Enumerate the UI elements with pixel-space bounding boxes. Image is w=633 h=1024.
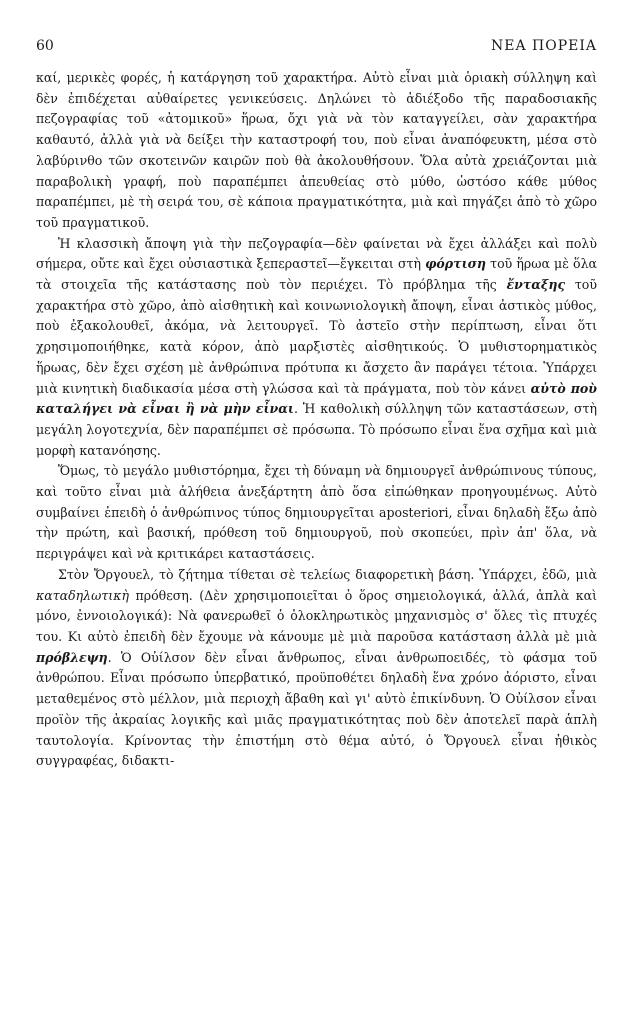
emphasis-text: φόρτιση	[425, 256, 487, 272]
page-header	[36, 38, 597, 58]
text-run: . Ἡ καθολικὴ σύλληψη τῶν καταστάσεων, στὴ μεγάλη λογοτεχνία, δὲν παραπέμπει σὲ πρόσωπα. Τὸ πρόσωπο εἶναι ἕνα σχῆμα καὶ μιὰ μορφὴ κατανόησης.	[36, 401, 598, 458]
text-run: καί, μερικὲς φορές, ἡ κατάργηση τοῦ χαρακτήρα. Αὐτὸ εἶναι μιὰ ὁριακὴ σύλληψη καὶ δὲν ἐπιδέχεται αὐθαίρετες γενικεύσεις. Δηλώνει τὸ ἀδιέξοδο τῆς παραδοσιακῆς πεζογραφίας τοῦ «ἀτομικοῦ» ἥρωα, ὄχι γιὰ νὰ τὸν καταγγείλει, σὰν χαρακτήρα καθαυτό, ἀλλὰ γιὰ νὰ δείξει τὴν καταστροφή του, ποὺ εἶναι ἀναπόφευκτη, μέσα στὸ λαβύρινθο τῶν σκοτεινῶν καιρῶν ποὺ θὰ ἀκολουθήσουν. Ὅλα αὐτὰ χρειάζονται μιὰ παραβολικὴ γραφή, ποὺ παραπέμπει ἀπευθείας στὸ μύθο, ὡστόσο κάθε μύθος παραπέμπει, μὲ τὴ σειρά του, σὲ κάποια πραγματικότητα, μιὰ καὶ πηγάζει ἀπὸ τὸ χῶρο τοῦ πραγματικοῦ.	[36, 70, 597, 230]
emphasis-text: πρόβλεψη	[36, 649, 108, 665]
paragraph	[36, 234, 597, 462]
running-title: ΝΕΑ ΠΟΡΕΙΑ	[491, 38, 597, 54]
paragraph	[36, 461, 597, 565]
text-run: . Ὁ Οὐίλσον δὲν εἶναι ἄνθρωπος, εἶναι ἀνθρωποειδές, τὸ φάσμα τοῦ ἀνθρώπου. Εἶναι πρόσωπο ὑπερβατικό, προϋποθέτει δηλαδὴ ἕνα χρόνο ἀόριστο, εἶναι μεταθεμένος στὸ μέλλον, μιὰ περιοχὴ ἄβαθη καὶ γι' αὐτὸ ἐπικίνδυνη. Ὁ Οὐίλσον εἶναι προϊὸν τῆς ἀκραίας λογικῆς καὶ μιᾶς πραγματικότητας ποὺ δὲν ἀποτελεῖ παρὰ ἁπλὴ ταυτολογία. Κρίνοντας τὴν ἐπιστήμη στὸ θέμα αὐτό, ὁ Ὄργουελ εἶναι ἠθικὸς συγγραφέας, διδακτι-	[36, 649, 597, 769]
paragraph	[36, 565, 597, 772]
emphasis-text: αὐτὸ ποὺ καταλήγει νὰ εἶναι ἢ νὰ μὴν εἶναι	[36, 380, 597, 417]
paragraph	[36, 68, 597, 234]
text-run: Ὅμως, τὸ μεγάλο μυθιστόρημα, ἔχει τὴ δύναμη νὰ δημιουργεῖ ἀνθρώπινους τύπους, καὶ τοῦτο εἶναι μιὰ ἀλήθεια ἀνεξάρτητη ἀπὸ ὅσα εἰπώθηκαν προηγουμένως. Αὐτὸ συμβαίνει ἐπειδὴ ὁ ἀνθρώπινος τύπος δημιουργεῖται aposteriori, εἶναι δηλαδὴ ἔξω ἀπὸ τὴν πρώτη, καὶ βασική, πρόθεση τοῦ δημιουργοῦ, ποὺ σκοπεύει, πρὶν ἀπ' ὅλα, νὰ περιγράψει καὶ νὰ κριτικάρει καταστάσεις.	[36, 463, 597, 562]
text-run: τοῦ χαρακτήρα στὸ χῶρο, ἀπὸ αἰσθητικὴ καὶ κοινωνιολογικὴ ἄποψη, εἶναι ἀστικὸς μύθος, ποὺ ἐξακολουθεῖ, ἀκόμα, νὰ λειτουργεῖ. Τὸ ἀστεῖο στὴν περίπτωση, εἶναι ὅτι χρησιμοποιήθηκε, κατὰ κόρον, ἀπὸ μαρξιστὲς αἰσθητικούς. Ὁ μυθιστορηματικὸς ἥρωας, δὲν ἔχει σχέση μὲ ἀνθρώπινα πρότυπα κι ἄσχετο ἂν παράγει τέτοια. Ὑπάρχει μιὰ κινητικὴ διαδικασία μέσα στὴ γλώσσα καὶ τὰ πράγματα, ποὺ τὸν κάνει	[36, 277, 597, 396]
text-run: τοῦ ἥρωα μὲ ὅλα τὰ στοιχεῖα τῆς κατάστασης ποὺ τὸν περιέχει. Τὸ πρόβλημα τῆς	[36, 256, 598, 293]
text-run: πρόθεση. (Δὲν χρησιμοποιεῖται ὁ ὅρος σημειολογικά, ἀλλά, ἁπλὰ καὶ μόνο, ἐννοιολογικά): Νὰ φανερωθεῖ ὁ ὁλοκληρωτικὸς μηχανισμὸς σ' ὅλες τὶς πτυχές του. Κι αὐτὸ ἐπειδὴ δὲν ἔχουμε νὰ κάνουμε μὲ μιὰ παροῦσα κατάσταση ἀλλὰ μὲ μιὰ	[36, 587, 597, 644]
emphasis-text: καταδηλωτικὴ	[36, 587, 129, 603]
text-run: Στὸν Ὄργουελ, τὸ ζήτημα τίθεται σὲ τελείως διαφορετικὴ βάση. Ὑπάρχει, ἐδῶ, μιὰ	[58, 566, 597, 582]
text-run: Ἡ κλασσικὴ ἄποψη γιὰ τὴν πεζογραφία—δὲν φαίνεται νὰ ἔχει ἀλλάξει καὶ πολὺ σήμερα, οὔτε καὶ ἔχει οὐσιαστικὰ ξεπεραστεῖ—ἔγκειται στὴ	[36, 235, 597, 272]
page-body	[36, 68, 597, 772]
page-number: 60	[36, 38, 54, 54]
emphasis-text: ἔνταξης	[506, 277, 566, 293]
